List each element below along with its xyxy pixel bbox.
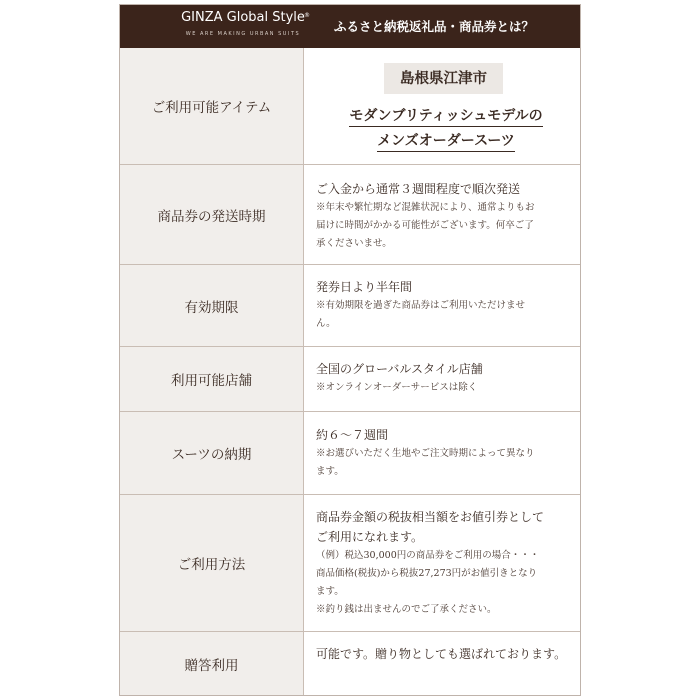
table-row-gift-use [120,632,580,695]
table-row-delivery-period [120,412,580,495]
row-value [316,165,572,264]
value-note-line: ※年末や繁忙期など混雑状況により、通常よりもお [316,202,535,213]
row-value [316,265,572,346]
row-value [316,347,572,411]
table-row-validity [120,265,580,347]
value-main-line: 全国のグローバルスタイル店舗 [316,362,483,376]
row-label: 有効期限 [120,265,304,346]
brand-logo [168,10,318,44]
value-note-line: 商品価格(税抜)から税抜27,273円がお値引きとなり [316,568,538,579]
value-note-line: ※有効期限を過ぎた商品券はご利用いただけませ [316,300,526,311]
value-main-line: 可能です。贈り物としても選ばれております。 [316,647,567,661]
value-note-line: 届けに時間がかかる可能性がございます。何卒ご了 [316,220,534,231]
row-label: 贈答利用 [120,632,304,695]
row-value [316,412,572,494]
model-line-1: モダンブリティッシュモデルの [316,105,576,125]
value-note-line: ます。 [316,586,344,597]
brand-tagline: WE ARE MAKING URBAN SUITS [185,31,301,37]
model-line-2: メンズオーダースーツ [316,130,576,150]
row-value [316,48,572,164]
row-label: ご利用方法 [120,495,304,631]
value-note-line: ます。 [316,466,344,477]
row-value [316,495,572,631]
value-note-line: ※オンラインオーダーサービスは除く [316,382,478,393]
row-label: スーツの納期 [120,412,304,494]
table-row-stores [120,347,580,412]
row-value [316,632,572,695]
city-badge: 島根県江津市 [384,63,503,94]
header-bar [120,5,580,48]
value-main-line: 約６～７週間 [316,428,389,442]
table-row-usage-method [120,495,580,632]
furusato-info-card [119,4,581,696]
value-main-line: 発券日より半年間 [316,280,413,294]
value-note-line: ※お選びいただく生地やご注文時期によって異なり [316,448,535,459]
value-note-line: 承くださいませ。 [316,238,392,249]
brand-registered-mark: ® [304,12,310,19]
header-title: ふるさと納税返礼品・商品券とは？ [333,19,534,34]
value-main-line: ご入金から通常３週間程度で順次発送 [316,182,521,196]
table-row-available-item [120,48,580,165]
value-note-line: （例）税込30,000円の商品券をご利用の場合・・・ [316,550,540,561]
value-note-line: ※釣り銭は出ませんのでご了承ください。 [316,604,497,615]
row-label: 利用可能店舗 [120,347,304,411]
value-main-line: ご利用になれます。 [316,530,424,544]
row-label: 商品券の発送時期 [120,165,304,264]
row-label: ご利用可能アイテム [120,48,304,164]
table-row-shipping-timing [120,165,580,265]
value-main-line: 商品券金額の税抜相当額をお値引券として [316,510,545,524]
brand-name: GINZA Global Style [181,10,305,25]
value-note-line: ん。 [316,318,336,329]
